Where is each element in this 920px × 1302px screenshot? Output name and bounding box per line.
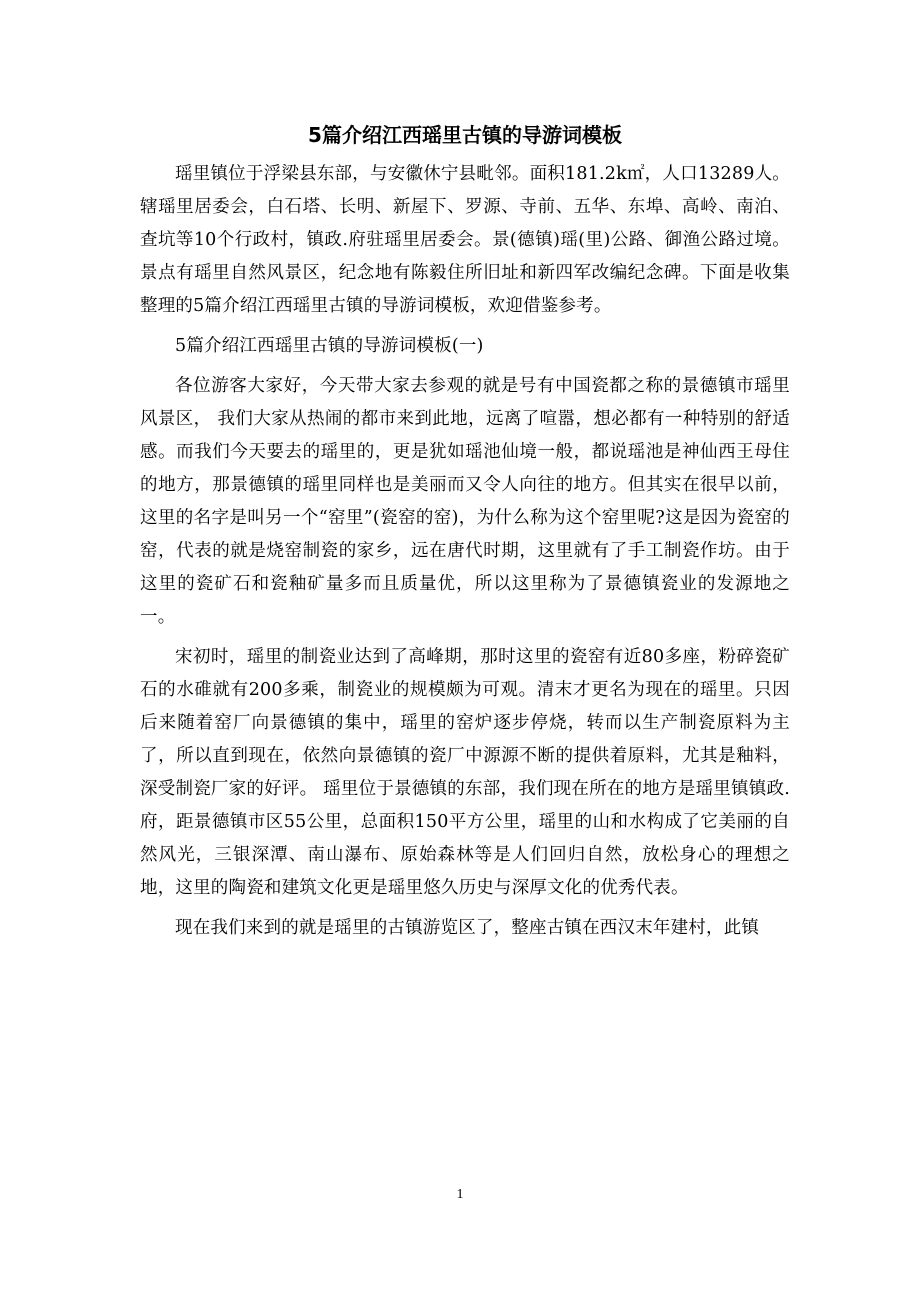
body-paragraph: 各位游客大家好，今天带大家去参观的就是号有中国瓷都之称的景德镇市瑶里风景区， 我们大家从热闹的都市来到此地，远离了喧嚣，想必都有一种特别的舒适感。而我们今天要去的瑶里的，更是犹如瑶池仙境一般，都说瑶池是神仙西王母住的地方，那景德镇的瑶里同样也是美丽而又令人向往的地方。但其实在很早以前，这里的名字是叫另一个“窑里”(瓷窑的窑)，为什么称为这个窑里呢?这是因为瓷窑的窑，代表的就是烧窑制瓷的家乡，远在唐代时期，这里就有了手工制瓷作坊。由于这里的瓷矿石和瓷釉矿量多而且质量优，所以这里称为了景德镇瓷业的发源地之一。 [140,376,790,627]
section-heading: 5篇介绍江西瑶里古镇的导游词模板(一) [175,336,484,356]
document-body [140,120,790,952]
page-number: 1 [456,1187,464,1202]
body-paragraph: 现在我们来到的就是瑶里的古镇游览区了，整座古镇在西汉末年建村，此镇 [175,918,760,938]
document-title: 5篇介绍江西瑶里古镇的导游词模板 [308,123,622,147]
body-paragraph: 宋初时，瑶里的制瓷业达到了高峰期，那时这里的瓷窑有近80多座，粉碎瓷矿石的水碓就有200多乘，制瓷业的规模颇为可观。清末才更名为现在的瑶里。只因后来随着窑厂向景德镇的集中，瑶里的窑炉逐步停烧，转而以生产制瓷原料为主了，所以直到现在，依然向景德镇的瓷厂中源源不断的提供着原料，尤其是釉料，深受制瓷厂家的好评。 瑶里位于景德镇的东部，我们现在所在的地方是瑶里镇镇政.府，距景德镇市区55公里，总面积150平方公里，瑶里的山和水构成了它美丽的自然风光，三银深潭、南山瀑布、原始森林等是人们回归自然，放松身心的理想之地，这里的陶瓷和建筑文化更是瑶里悠久历史与深厚文化的优秀代表。 [140,647,790,898]
intro-paragraph: 瑶里镇位于浮梁县东部，与安徽休宁县毗邻。面积181.2k㎡，人口13289人。辖瑶里居委会，白石塔、长明、新屋下、罗源、寺前、五华、东埠、高岭、南泊、查坑等10个行政村，镇政.府驻瑶里居委会。景(德镇)瑶(里)公路、御渔公路过境。景点有瑶里自然风景区，纪念地有陈毅住所旧址和新四军改编纪念碑。下面是收集整理的5篇介绍江西瑶里古镇的导游词模板，欢迎借鉴参考。 [140,164,790,316]
